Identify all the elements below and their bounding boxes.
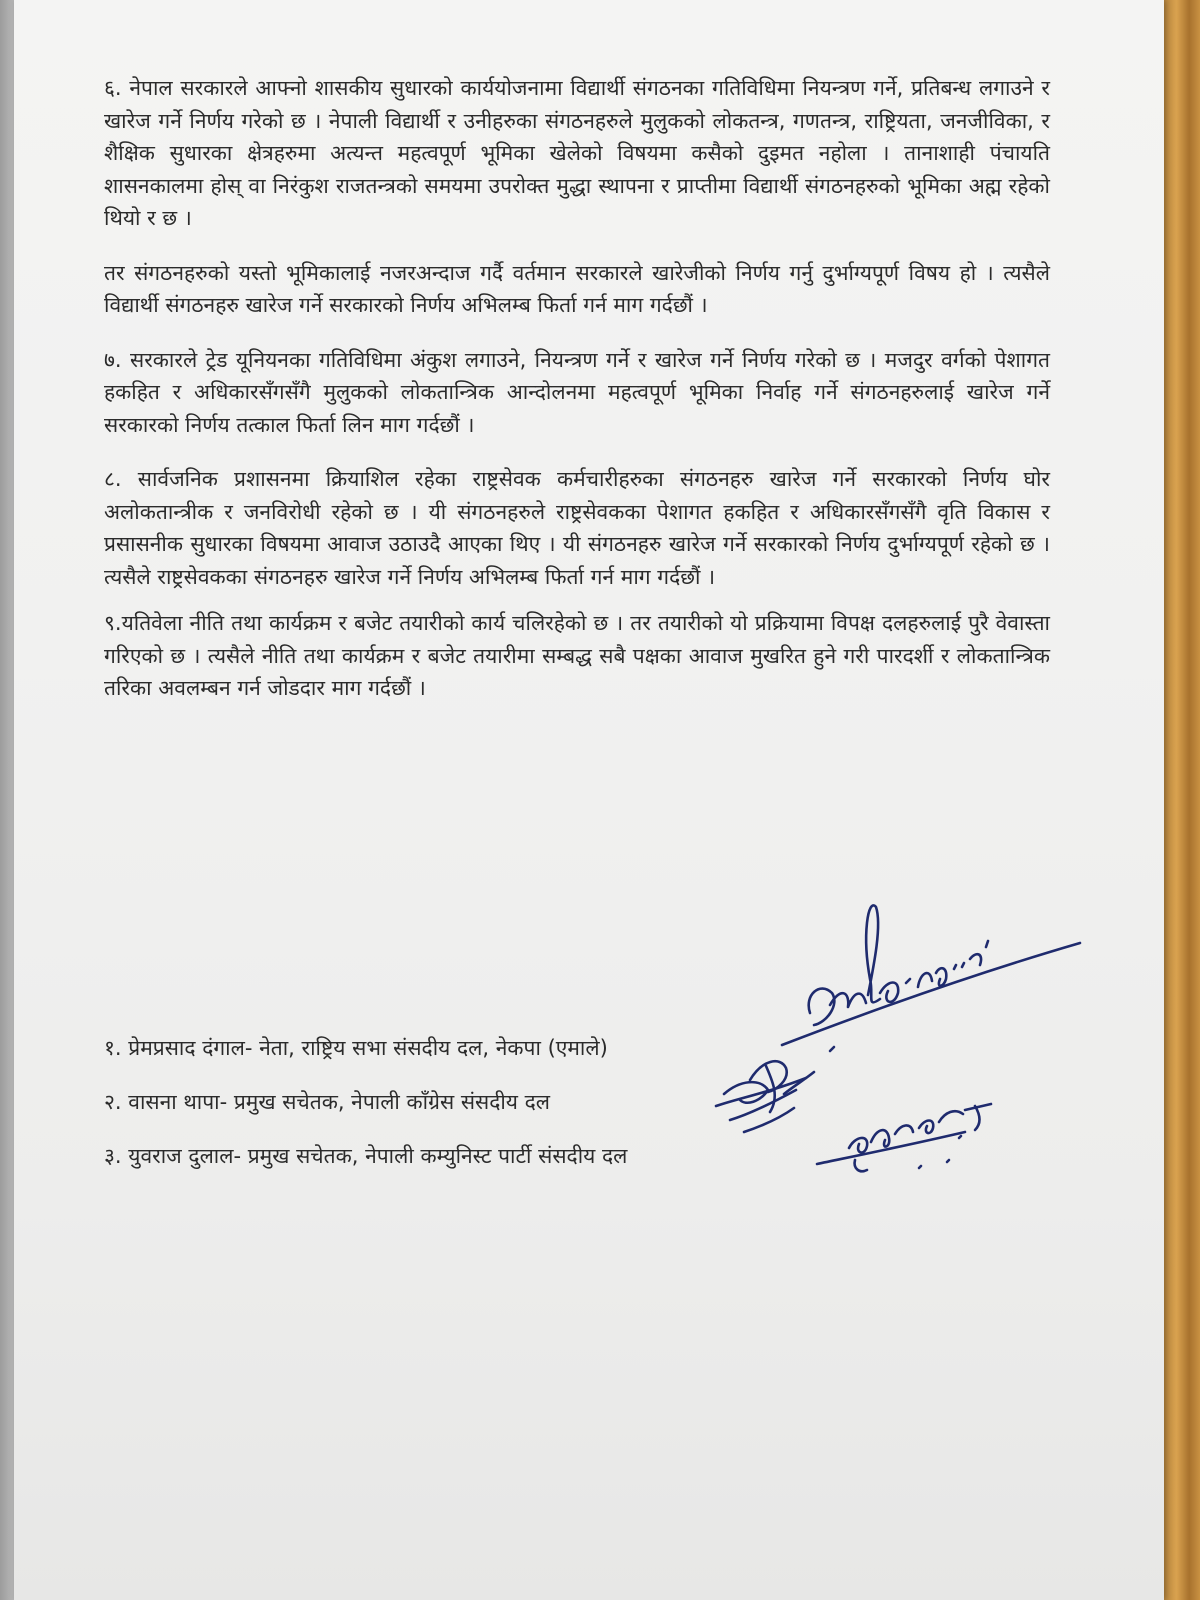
document-body xyxy=(104,72,1050,727)
paragraph-7: ७. सरकारले ट्रेड यूनियनका गतिविधिमा अंकुश लगाउने, नियन्त्रण गर्ने र खारेज गर्ने निर्णय गरेको छ । मजदुर वर्गको पेशागत हकहित र अधिकारसँगसँगै मुलुकको लोकतान्त्रिक आन्दोलनमा महत्वपूर्ण भूमिका निर्वाह गर्ने संगठनहरुलाई खारेज गर्ने सरकारको निर्णय तत्काल फिर्ता लिन माग गर्दछौं । xyxy=(104,347,1050,437)
paragraph-6-continuation: तर संगठनहरुको यस्तो भूमिकालाई नजरअन्दाज गर्दै वर्तमान सरकारले खारेजीको निर्णय गर्नु दुर्भाग्यपूर्ण विषय हो । त्यसैले विद्यार्थी संगठनहरु खारेज गर्ने सरकारको निर्णय अभिलम्ब फिर्ता गर्न माग गर्दछौं । xyxy=(104,260,1050,317)
paragraph-9: ९.यतिवेला नीति तथा कार्यक्रम र बजेट तयारीको कार्य चलिरहेको छ । तर तयारीको यो प्रक्रियामा विपक्ष दलहरुलाई पुरै वेवास्ता गरिएको छ । त्यसैले नीति तथा कार्यक्रम र बजेट तयारीमा सम्बद्ध सबै पक्षका आवाज मुखरित हुने गरी पारदर्शी र लोकतान्त्रिक तरिका अवलम्बन गर्न जोडदार माग गर्दछौं । xyxy=(104,611,1050,700)
paragraph-8: ८. सार्वजनिक प्रशासनमा क्रियाशिल रहेका राष्ट्रसेवक कर्मचारीहरुका संगठनहरु खारेज गर्ने सरकारको निर्णय घोर अलोकतान्त्रीक र जनविरोधी रहेको छ । यी संगठनहरुले राष्ट्रसेवकका पेशागत हकहित र अधिकारसँगसँगै वृति विकास र प्रसासनीक सुधारका विषयमा आवाज उठाउदै आएका थिए । यी संगठनहरु खारेज गर्ने सरकारको निर्णय दुर्भाग्यपूर्ण रहेको छ । त्यसैले राष्ट्रसेवकका संगठनहरु खारेज गर्ने निर्णय अभिलम्ब फिर्ता गर्न माग गर्दछौं । xyxy=(104,467,1050,589)
signatory-1: १. प्रेमप्रसाद दंगाल- नेता, राष्ट्रिय सभा संसदीय दल, नेकपा (एमाले) xyxy=(104,1036,608,1060)
signatory-3: ३. युवराज दुलाल- प्रमुख सचेतक, नेपाली कम्युनिस्ट पार्टी संसदीय दल xyxy=(104,1144,628,1168)
handwritten-signature-1 xyxy=(770,895,1110,1065)
paragraph-6: ६. नेपाल सरकारले आफ्नो शासकीय सुधारको कार्ययोजनामा विद्यार्थी संगठनका गतिविधिमा नियन्त्रण गर्ने, प्रतिबन्ध लगाउने र खारेज गर्ने निर्णय गरेको छ । नेपाली विद्यार्थी र उनीहरुका संगठनहरुले मुलुकको लोकतन्त्र, गणतन्त्र, राष्ट्रियता, जनजीविका, र शैक्षिक सुधारका क्षेत्रहरुमा अत्यन्त महत्वपूर्ण भूमिका खेलेको विषयमा कसैको दुइमत नहोला । तानाशाही पंचायति शासनकालमा होस् वा निरंकुश राजतन्त्रको समयमा उपरोक्त मुद्धा स्थापना र प्राप्तीमा विद्यार्थी संगठनहरुको भूमिका अह्म रहेको थियो र छ । xyxy=(104,76,1050,230)
wooden-desk-edge xyxy=(1164,0,1200,1600)
handwritten-signature-3 xyxy=(815,1098,1015,1188)
signatory-2: २. वासना थापा- प्रमुख सचेतक, नेपाली काँग्रेस संसदीय दल xyxy=(104,1090,551,1114)
